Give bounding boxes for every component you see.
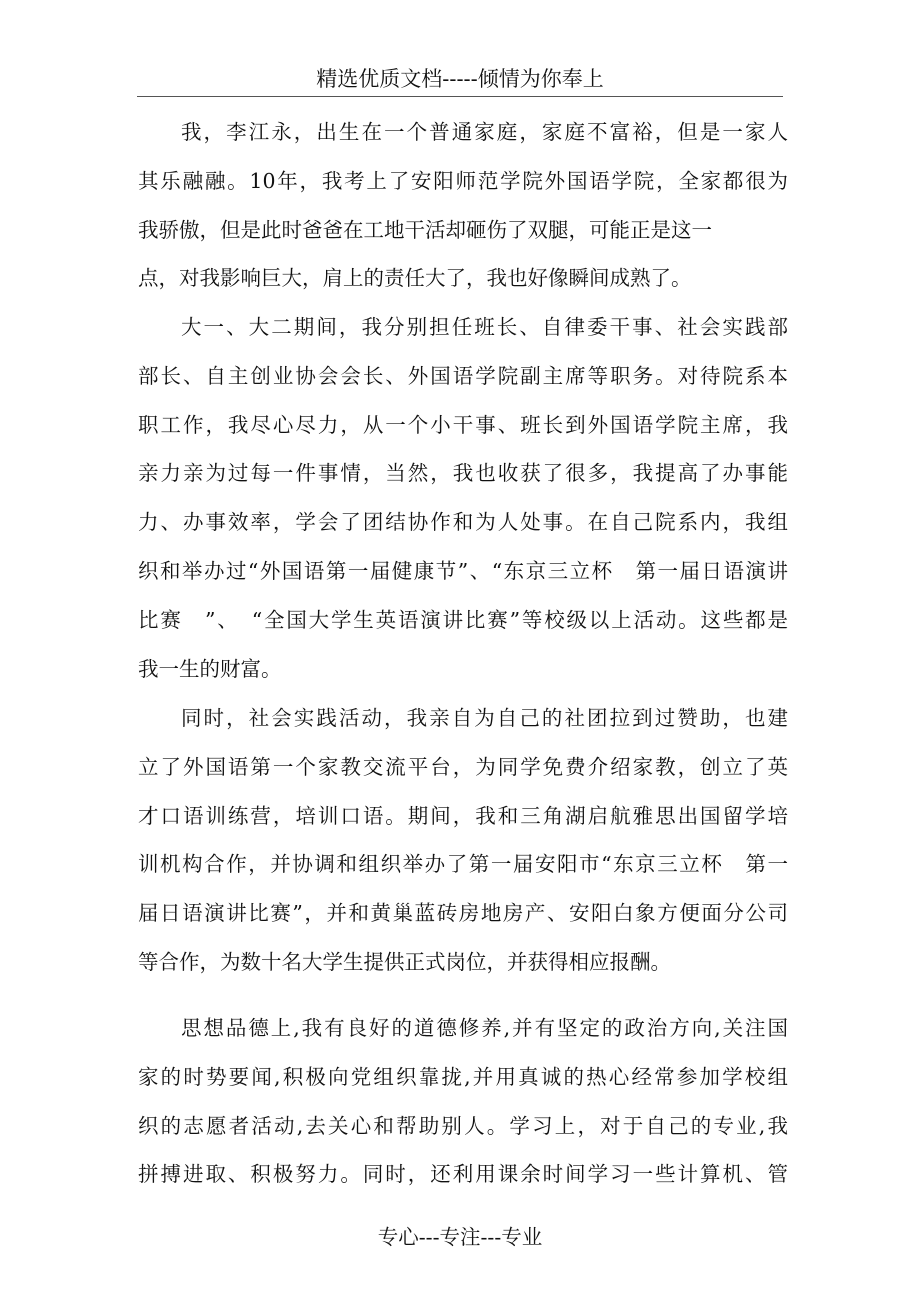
text-line: 力、办事效率，学会了团结协作和为人处事。在自己院系内，我组: [138, 510, 788, 535]
header-divider: [137, 96, 783, 97]
text-line: 同时，社会实践活动，我亲自为自己的社团拉到过赞助，也建: [181, 706, 788, 730]
text-line: 亲力亲为过每一件事情，当然，我也收获了很多，我提高了办事能: [138, 461, 788, 486]
text-line: 其乐融融。10年，我考上了安阳师范学院外国语学院，全家都很为: [138, 168, 788, 193]
text-line: 届日语演讲比赛”，并和黄巢蓝砖房地房产、安阳白象方便面分公司: [138, 901, 788, 926]
text-line: 训机构合作，并协调和组织举办了第一届安阳市“东京三立杯 第一: [138, 852, 788, 877]
text-line: 职工作，我尽心尽力，从一个小干事、班长到外国语学院主席，我: [138, 412, 788, 437]
page-header: 精选优质文档-----倾情为你奉上: [316, 67, 604, 91]
text-line: 家的时势要闻,积极向党组织靠拢,并用真诚的热心经常参加学校组: [138, 1064, 788, 1089]
text-line: 织的志愿者活动,去关心和帮助别人。学习上，对于自己的专业,我: [138, 1113, 788, 1138]
paragraph-moral-study: [138, 1004, 788, 1199]
text-line: 织和举办过“外国语第一届健康节”、“东京三立杯 第一届日语演讲: [138, 558, 788, 583]
paragraph-social-practice: [138, 694, 788, 987]
text-line: 我一生的财富。: [138, 656, 282, 681]
page-footer: 专心---专注---专业: [377, 1225, 543, 1249]
text-line: 我，李江永，出生在一个普通家庭，家庭不富裕，但是一家人: [181, 120, 788, 144]
text-line: 部长、自主创业协会会长、外国语学院副主席等职务。对待院系本: [138, 363, 788, 388]
text-line: 我骄傲，但是此时爸爸在工地干活却砸伤了双腿，可能正是这一: [138, 217, 712, 242]
text-line: 才口语训练营，培训口语。期间，我和三角湖启航雅思出国留学培: [138, 803, 788, 828]
paragraph-family-background: [138, 108, 788, 303]
text-line: 思想品德上,我有良好的道德修养,并有坚定的政治方向,关注国: [181, 1016, 788, 1040]
text-line: 立了外国语第一个家教交流平台，为同学免费介绍家教，创立了英: [138, 754, 788, 779]
text-line: 大一、大二期间，我分别担任班长、自律委干事、社会实践部: [181, 315, 788, 339]
text-line: 拼搏进取、积极努力。同时，还利用课余时间学习一些计算机、管: [138, 1162, 788, 1187]
text-line: 点，对我影响巨大，肩上的责任大了，我也好像瞬间成熟了。: [138, 266, 692, 291]
paragraph-student-roles: [138, 303, 788, 693]
text-line: 比赛 ”、 “全国大学生英语演讲比赛”等校级以上活动。这些都是: [138, 607, 788, 632]
text-line: 等合作，为数十名大学生提供正式岗位，并获得相应报酬。: [138, 949, 671, 974]
